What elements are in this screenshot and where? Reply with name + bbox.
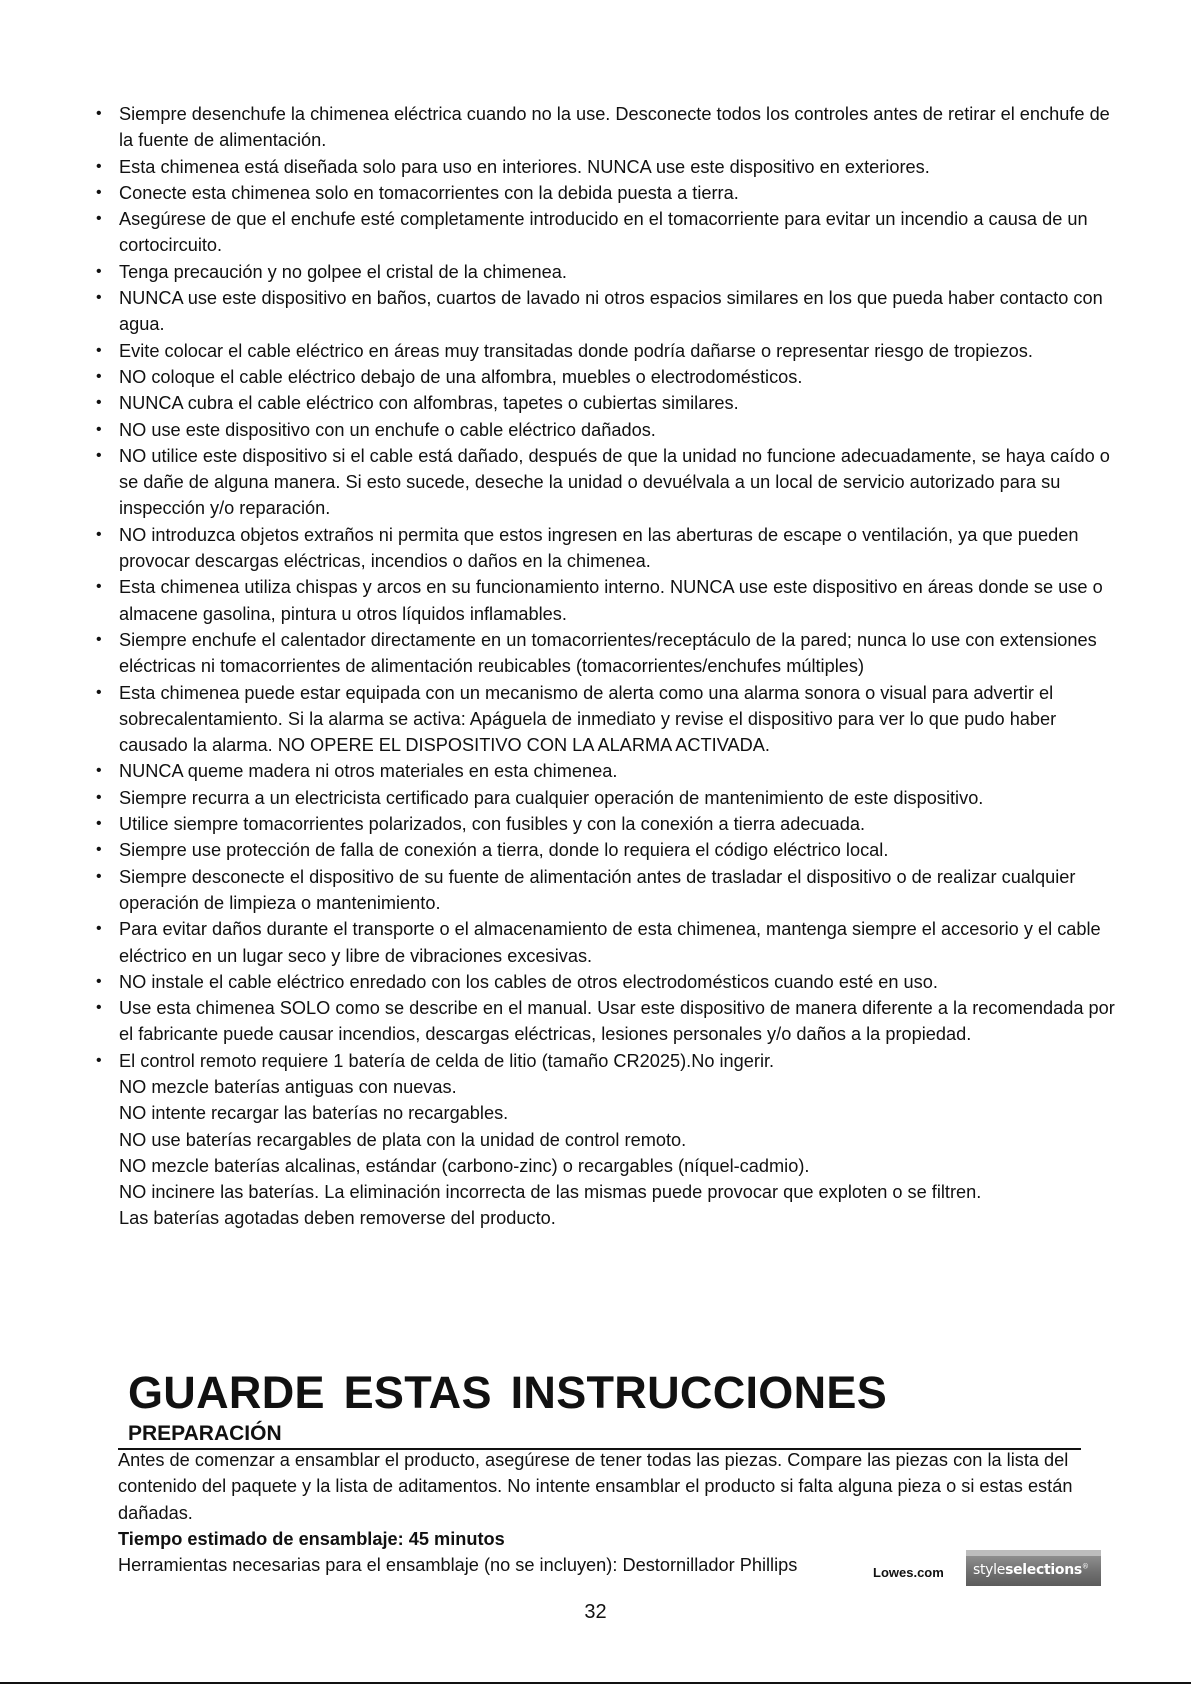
safety-bullet-item <box>92 785 1122 811</box>
battery-notes <box>119 1074 1122 1232</box>
battery-note: NO incinere las baterías. La eliminación incorrecta de las mismas puede provocar que exploten o se filtren. <box>119 1182 982 1203</box>
safety-bullet-item <box>92 680 1122 759</box>
bullet-text: Utilice siempre tomacorrientes polarizados, con fusibles y con la conexión a tierra adecuada. <box>119 814 866 835</box>
safety-bullet-item <box>92 916 1122 969</box>
battery-note: NO use baterías recargables de plata con la unidad de control remoto. <box>119 1129 687 1150</box>
safety-bullet-item <box>92 574 1122 627</box>
brand-light-text: style <box>973 1562 1006 1578</box>
preparation-title: PREPARACIÓN <box>128 1422 282 1445</box>
tools-needed: Herramientas necesarias para el ensamblaje (no se incluyen): Destornillador Phillips <box>118 1555 798 1576</box>
bullet-text: El control remoto requiere 1 batería de celda de litio (tamaño CR2025).No ingerir. <box>119 1050 775 1071</box>
bullet-text: Siempre enchufe el calentador directamente en un tomacorrientes/receptáculo de la pared; nunca lo use con extensiones eléctricas ni tomacorrientes de alimentación reubicables (tomacorrientes/enchufes múltiples) <box>119 629 1097 677</box>
safety-bullet-item <box>92 101 1122 154</box>
safety-bullet-item <box>92 1048 1122 1232</box>
retailer-url: Lowes.com <box>873 1565 944 1580</box>
bullet-text: Siempre use protección de falla de conexión a tierra, donde lo requiera el código eléctrico local. <box>119 840 889 861</box>
safety-bullet-item <box>92 259 1122 285</box>
safety-bullet-item <box>92 522 1122 575</box>
bullet-text: NO instale el cable eléctrico enredado con los cables de otros electrodomésticos cuando esté en uso. <box>119 971 938 992</box>
safety-bullet-item <box>92 154 1122 180</box>
bullet-text: Para evitar daños durante el transporte o el almacenamiento de esta chimenea, mantenga siempre el accesorio y el cable eléctrico en un lugar seco y libre de vibraciones excesivas. <box>119 919 1101 966</box>
bullet-text: Use esta chimenea SOLO como se describe en el manual. Usar este dispositivo de manera diferente a la recomendada por el fabricante puede causar incendios, descargas eléctricas, lesiones personales y/o daños a la propiedad. <box>119 998 1115 1045</box>
bullet-text: Tenga precaución y no golpee el cristal de la chimenea. <box>119 261 567 282</box>
safety-bullet-item <box>92 364 1122 390</box>
safety-bullet-item <box>92 758 1122 784</box>
bullet-text: Evite colocar el cable eléctrico en áreas muy transitadas donde podría dañarse o representar riesgo de tropiezos. <box>119 340 1033 361</box>
safety-bullet-item <box>92 390 1122 416</box>
safety-bullet-item <box>92 837 1122 863</box>
save-instructions-heading: GUARDE ESTAS INSTRUCCIONES <box>128 1367 888 1418</box>
bullet-text: NUNCA use este dispositivo en baños, cuartos de lavado ni otros espacios similares en los que pueda haber contacto con agua. <box>119 288 1103 335</box>
assembly-time: Tiempo estimado de ensamblaje: 45 minutos <box>118 1528 505 1549</box>
bullet-text: Esta chimenea está diseñada solo para uso en interiores. NUNCA use este dispositivo en exteriores. <box>119 156 930 177</box>
bullet-text: Esta chimenea puede estar equipada con un mecanismo de alerta como una alarma sonora o visual para advertir el sobrecalentamiento. Si la alarma se activa: Apáguela de inmediato y revise el dispositivo para ver lo que pudo haber causado la alarma. NO OPERE EL DISPOSITIVO CON LA ALARMA ACTIVADA. <box>119 682 1057 756</box>
brand-bold-text: selections <box>1005 1562 1082 1578</box>
safety-bullet-item <box>92 995 1122 1048</box>
preparation-section <box>118 1447 1108 1578</box>
brand-logo <box>966 1550 1101 1586</box>
bullet-text: Conecte esta chimenea solo en tomacorrientes con la debida puesta a tierra. <box>119 182 739 203</box>
safety-bullet-item <box>92 627 1122 680</box>
battery-note: NO intente recargar las baterías no recargables. <box>119 1103 509 1124</box>
page-number: 32 <box>584 1601 607 1623</box>
safety-bullet-item <box>92 417 1122 443</box>
bullet-text: Siempre desenchufe la chimenea eléctrica cuando no la use. Desconecte todos los controles antes de retirar el enchufe de la fuente de alimentación. <box>119 104 1110 151</box>
safety-bullet-item <box>92 285 1122 338</box>
preparation-paragraph: Antes de comenzar a ensamblar el producto, asegúrese de tener todas las piezas. Compare las piezas con la lista del contenido del paquete y la lista de aditamentos. No intente ensamblar el producto si falta alguna pieza o si estas están dañadas. <box>118 1450 1073 1523</box>
safety-bullet-item <box>92 969 1122 995</box>
safety-bullet-item <box>92 864 1122 917</box>
battery-note: NO mezcle baterías antiguas con nuevas. <box>119 1076 457 1097</box>
safety-bullet-item <box>92 206 1122 259</box>
bullet-text: Esta chimenea utiliza chispas y arcos en su funcionamiento interno. NUNCA use este dispositivo en áreas donde se use o almacene gasolina, pintura u otros líquidos inflamables. <box>119 577 1103 624</box>
safety-bullet-item <box>92 338 1122 364</box>
bullet-text: Siempre recurra a un electricista certificado para cualquier operación de mantenimiento de este dispositivo. <box>119 787 984 808</box>
bullet-text: NUNCA cubra el cable eléctrico con alfombras, tapetes o cubiertas similares. <box>119 393 739 414</box>
bullet-text: NO coloque el cable eléctrico debajo de una alfombra, muebles o electrodomésticos. <box>119 366 803 387</box>
trademark-symbol: ® <box>1081 1562 1089 1571</box>
bottom-border <box>0 1682 1191 1684</box>
bullet-text: NUNCA queme madera ni otros materiales en esta chimenea. <box>119 761 618 782</box>
bullet-text: Asegúrese de que el enchufe esté completamente introducido en el tomacorriente para evitar un incendio a causa de un cortocircuito. <box>119 209 1088 256</box>
safety-bullet-item <box>92 180 1122 206</box>
battery-note: Las baterías agotadas deben removerse del producto. <box>119 1208 556 1229</box>
safety-bullet-item <box>92 811 1122 837</box>
bullet-text: NO introduzca objetos extraños ni permita que estos ingresen en las aberturas de escape o ventilación, ya que pueden provocar descargas eléctricas, incendios o daños en la chimenea. <box>119 524 1079 572</box>
battery-note: NO mezcle baterías alcalinas, estándar (carbono-zinc) o recargables (níquel-cadmio). <box>119 1155 810 1176</box>
bullet-text: NO use este dispositivo con un enchufe o cable eléctrico dañados. <box>119 419 656 440</box>
bullet-text: NO utilice este dispositivo si el cable está dañado, después de que la unidad no funcione adecuadamente, se haya caído o se dañe de alguna manera. Si esto sucede, deseche la unidad o devuélvala a un local de servicio autorizado para su inspección y/o reparación. <box>119 445 1110 519</box>
safety-bullet-list <box>92 101 1122 1232</box>
safety-bullet-item <box>92 443 1122 522</box>
bullet-text: Siempre desconecte el dispositivo de su fuente de alimentación antes de trasladar el dispositivo o de realizar cualquier operación de limpieza o mantenimiento. <box>119 866 1076 913</box>
